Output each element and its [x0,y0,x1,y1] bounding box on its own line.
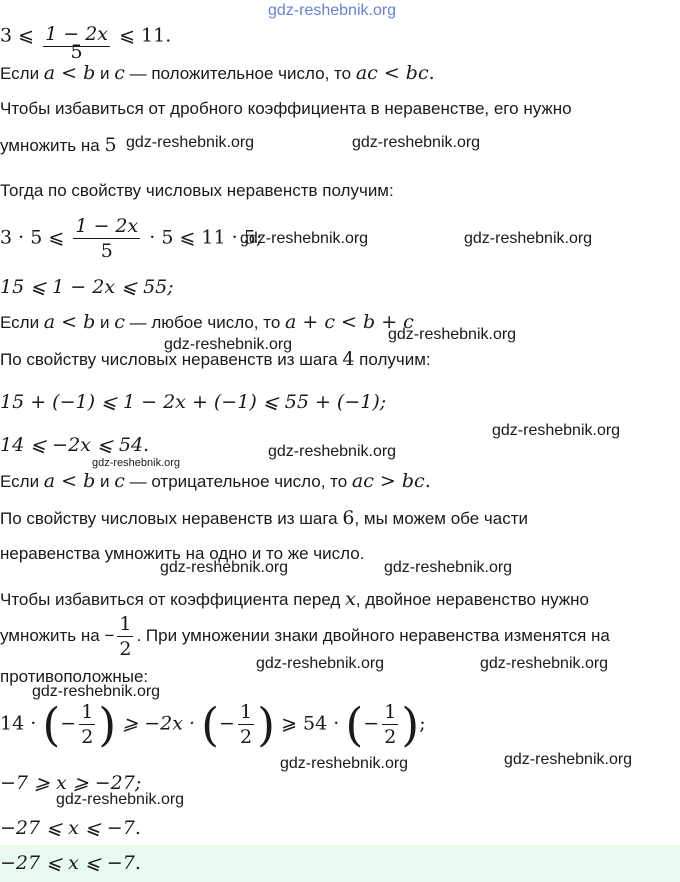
watermark: gdz-reshebnik.org [126,134,255,151]
watermark: gdz-reshebnik.org [464,230,593,247]
line-20: −27 ⩽ x ⩽ −7. [0,817,141,839]
answer-text: −27 ⩽ x ⩽ −7. [0,852,141,874]
line-3: Чтобы избавиться от дробного коэффициента в неравенстве, его нужно [0,99,572,118]
fraction: $\frac{1 - 2x}{5}$ [45,23,109,63]
watermark: gdz-reshebnik.org [388,326,517,343]
watermark: gdz-reshebnik.org [492,422,621,439]
line-18: 14 · (− $\frac{1}{2}$ ) ⩾ −2x · (− $\frac{1}{2}$ ) ⩾ 54 · (− $\frac{1}{2}$ ); [0,697,426,752]
line-6: 3 · 5 ⩽ $\frac{1 - 2x}{5}$ · 5 ⩽ 11 · 5; [0,215,263,262]
fraction: $\frac{1}{2}$ [239,701,253,748]
watermark: gdz-reshebnik.org [164,336,293,353]
fraction: $\frac{1}{2}$ [384,701,397,748]
line-16: умножить на − $\frac{1}{2}$ . При умножении знаки двойного неравенства изменятся на [0,613,610,660]
line-9: По свойству числовых неравенств из шага 4 получим: [0,348,431,370]
watermark: gdz-reshebnik.org [56,791,185,808]
line-11: 14 ⩽ −2x ⩽ 54. [0,434,150,456]
line-4: умножить на 5 [0,134,117,156]
answer-box [0,845,680,882]
line-13: По свойству числовых неравенств из шага 6, мы можем обе части [0,507,528,529]
watermark: gdz-reshebnik.org [268,443,397,460]
watermark: gdz-reshebnik.org [240,230,369,247]
line-17: противоположные: [0,667,149,686]
line-12: Если a < b и c — отрицательное число, то ac > bc. [0,470,431,492]
line-19: −7 ⩾ x ⩾ −27; [0,772,142,794]
fraction: $\frac{1 - 2x}{5}$ [75,215,139,262]
watermark: gdz-reshebnik.org [92,457,181,469]
watermark: gdz-reshebnik.org [384,559,513,576]
watermark: gdz-reshebnik.org [256,655,385,672]
watermark: gdz-reshebnik.org [504,751,633,768]
watermark: gdz-reshebnik.org [32,683,161,700]
fraction: $\frac{1}{2}$ [119,613,132,660]
fraction: $\frac{1}{2}$ [81,701,94,748]
watermark-top: gdz-reshebnik.org [268,2,397,19]
line-14: неравенства умножить на одно и то же число. [0,544,365,563]
line-15: Чтобы избавиться от коэффициента перед x, двойное неравенство нужно [0,588,590,610]
watermark: gdz-reshebnik.org [480,655,609,672]
line-7: 15 ⩽ 1 − 2x ⩽ 55; [0,276,174,298]
line-2: Если a < b и c — положительное число, то ac < bc. [0,62,435,84]
line-5: Тогда по свойству числовых неравенств получим: [0,181,394,200]
line-10: 15 + (−1) ⩽ 1 − 2x + (−1) ⩽ 55 + (−1); [0,391,387,413]
watermark: gdz-reshebnik.org [280,755,409,772]
watermark: gdz-reshebnik.org [352,134,481,151]
watermark: gdz-reshebnik.org [160,559,289,576]
line-1: 3 ⩽ $\frac{1 - 2x}{5}$ ⩽ 11. [0,23,172,63]
line-8: Если a < b и c — любое число, то a + c < b + c [0,311,414,333]
